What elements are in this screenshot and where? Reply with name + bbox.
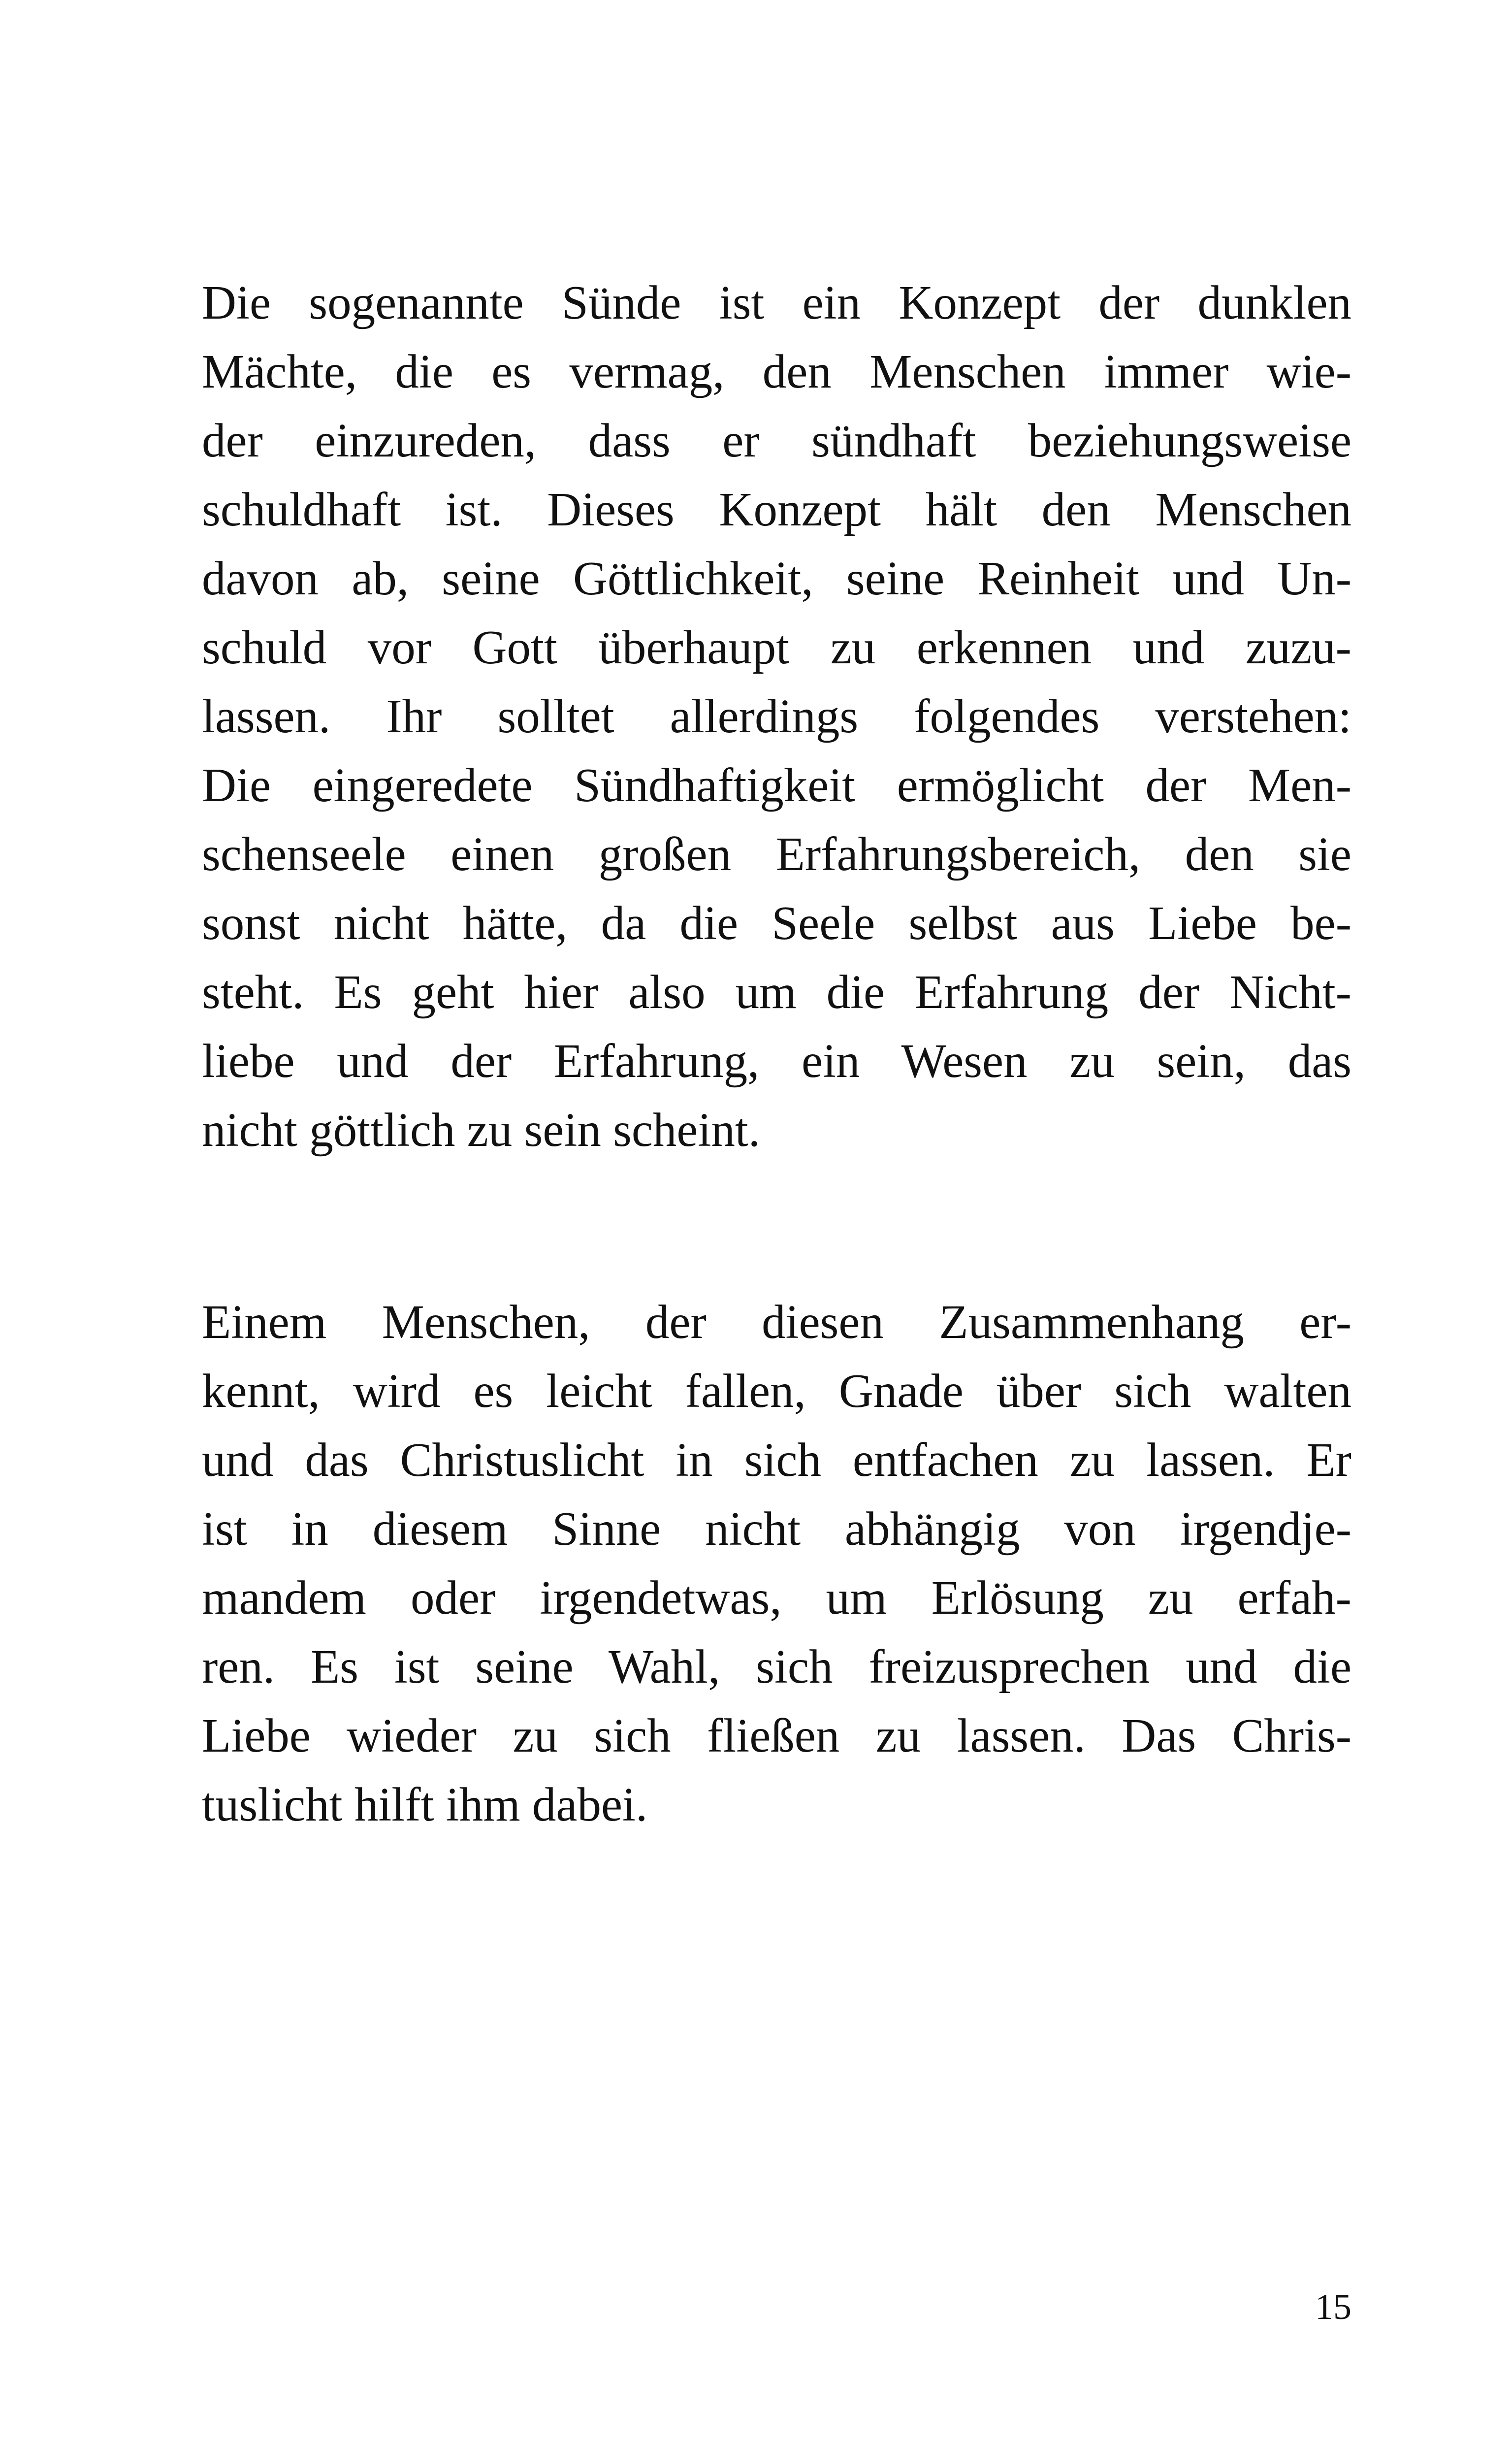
text-line: mandem oder irgendetwas, um Erlösung zu erfah-: [202, 1571, 1351, 1624]
text-line: schenseele einen großen Erfahrungsbereich, den sie: [202, 828, 1351, 880]
text-line: Mächte, die es vermag, den Menschen immer wie-: [202, 345, 1351, 398]
text-line: sonst nicht hätte, da die Seele selbst aus Liebe be-: [202, 897, 1351, 949]
text-line: ist in diesem Sinne nicht abhängig von irgendje-: [202, 1502, 1351, 1555]
text-line: schuld vor Gott überhaupt zu erkennen und zuzu-: [202, 621, 1351, 674]
text-line: lassen. Ihr solltet allerdings folgendes verstehen:: [202, 690, 1351, 743]
page-number: 15: [1315, 2287, 1351, 2327]
text-line: der einzureden, dass er sündhaft beziehungsweise: [202, 414, 1351, 467]
text-line: Die sogenannte Sünde ist ein Konzept der dunklen: [202, 276, 1351, 329]
text-line: nicht göttlich zu sein scheint.: [202, 1104, 761, 1156]
text-line: kennt, wird es leicht fallen, Gnade über sich walten: [202, 1365, 1351, 1417]
text-line: schuldhaft ist. Dieses Konzept hält den Menschen: [202, 483, 1351, 536]
text-line: und das Christuslicht in sich entfachen zu lassen. Er: [202, 1433, 1351, 1486]
paragraph-1: [202, 268, 1351, 1165]
text-line: Die eingeredete Sündhaftigkeit ermöglicht der Men-: [202, 759, 1351, 812]
text-line: tuslicht hilft ihm dabei.: [202, 1778, 648, 1831]
text-line: liebe und der Erfahrung, ein Wesen zu sein, das: [202, 1035, 1351, 1087]
text-line: Liebe wieder zu sich fließen zu lassen. Das Chris-: [202, 1709, 1351, 1762]
text-line: Einem Menschen, der diesen Zusammenhang er-: [202, 1296, 1351, 1348]
text-line: ren. Es ist seine Wahl, sich freizusprechen und die: [202, 1640, 1351, 1693]
paragraph-2: [202, 1288, 1351, 1839]
text-line: steht. Es geht hier also um die Erfahrung der Nicht-: [202, 966, 1351, 1018]
text-line: davon ab, seine Göttlichkeit, seine Reinheit und Un-: [202, 552, 1351, 605]
